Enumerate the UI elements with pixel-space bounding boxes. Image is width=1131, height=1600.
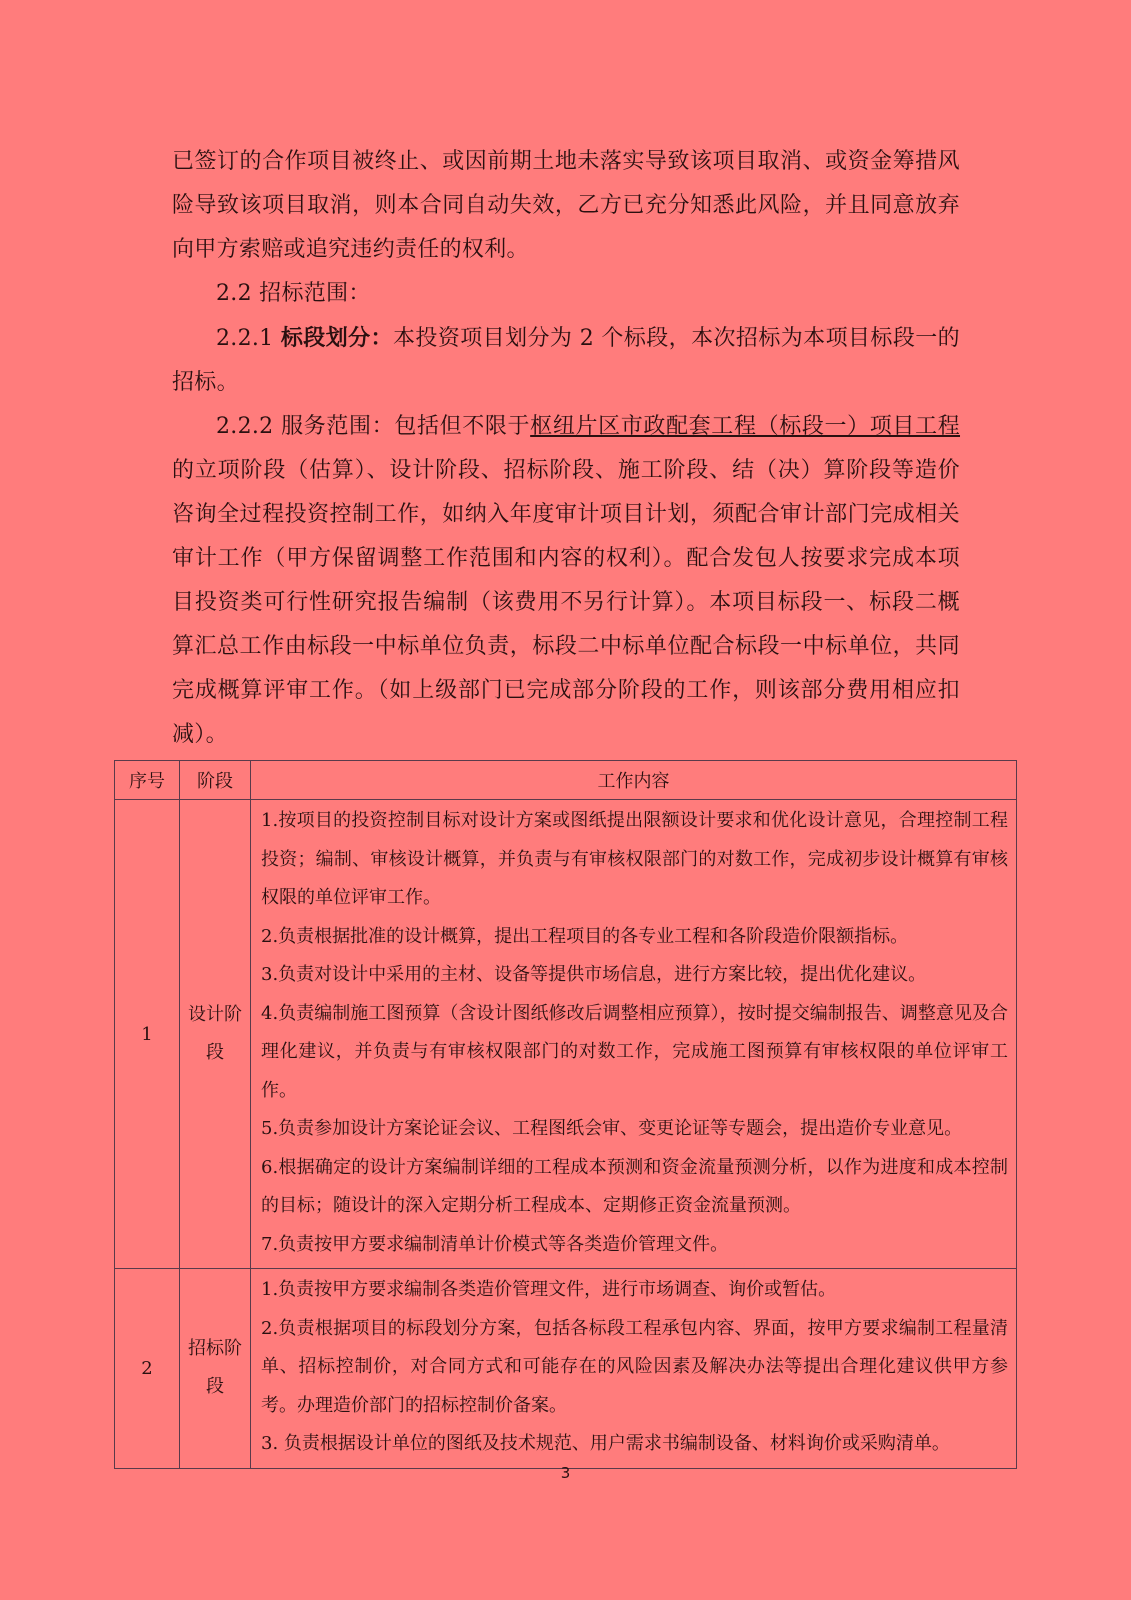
paragraph-continuation: 已签订的合作项目被终止、或因前期土地未落实导致该项目取消、或资金筹措风险导致该项目取消，则本合同自动失效，乙方已充分知悉此风险，并且同意放弃向甲方索赔或追究违约责任的权利。	[172, 149, 960, 262]
list-item: 5.负责参加设计方案论证会议、工程图纸会审、变更论证等专题会，提出造价专业意见。	[261, 1118, 963, 1139]
section-2-2-1-paragraph	[172, 316, 960, 405]
bold-term: 标段划分：	[280, 325, 393, 351]
list-item: 6.根据确定的设计方案编制详细的工程成本预测和资金流量预测分析，以作为进度和成本控制的目标；随设计的深入定期分析工程成本、定期修正资金流量预测。	[261, 1156, 1008, 1216]
header-content: 工作内容	[251, 761, 1017, 800]
row-num: 1	[115, 800, 180, 1269]
row-content	[251, 1269, 1017, 1469]
section-text: 的立项阶段（估算）、设计阶段、招标阶段、施工阶段、结（决）算阶段等造价咨询全过程投资控制工作，如纳入年度审计项目计划，须配合审计部门完成相关审计工作（甲方保留调整工作范围和内容的权利）。配合发包人按要求完成本项目投资类可行性研究报告编制（该费用不另行计算）。本项目标段一、标段二概算汇总工作由标段一中标单位负责，标段二中标单位配合标段一中标单位，共同完成概算评审工作。（如上级部门已完成部分阶段的工作，则该部分费用相应扣减）。	[172, 458, 960, 747]
table-header-row	[115, 761, 1017, 800]
section-2-2-heading: 2.2 招标范围：	[216, 281, 371, 306]
list-item: 4.负责编制施工图预算（含设计图纸修改后调整相应预算），按时提交编制报告、调整意见及合理化建议，并负责与有审核权限部门的对数工作，完成施工图预算有审核权限的单位评审工作。	[261, 1002, 1008, 1101]
list-item: 2.负责根据项目的标段划分方案，包括各标段工程承包内容、界面，按甲方要求编制工程量清单、招标控制价，对合同方式和可能存在的风险因素及解决办法等提出合理化建议供甲方参考。办理造价部门的招标控制价备案。	[261, 1317, 1008, 1416]
list-item: 3.负责对设计中采用的主材、设备等提供市场信息，进行方案比较，提出优化建议。	[261, 964, 927, 985]
page-number: 3	[560, 1464, 571, 1482]
row-stage: 招标阶段	[180, 1269, 251, 1469]
header-stage: 阶段	[180, 761, 251, 800]
underlined-project-name: 枢纽片区市政配套工程（标段一）项目工程	[530, 414, 961, 439]
section-text: 本投资项目划分为 2 个标段，本次招标为本项目标段一的招标。	[172, 326, 960, 395]
row-num: 2	[115, 1269, 180, 1469]
contract-body-text	[172, 140, 960, 757]
header-num: 序号	[115, 761, 180, 800]
list-item: 1.按项目的投资控制目标对设计方案或图纸提出限额设计要求和优化设计意见，合理控制工程投资；编制、审核设计概算，并负责与有审核权限部门的对数工作，完成初步设计概算有审核权限的单位评审工作。	[261, 810, 1008, 908]
section-2-2-2-paragraph	[172, 405, 960, 757]
list-item: 1.负责按甲方要求编制各类造价管理文件，进行市场调查、询价或暂估。	[261, 1279, 837, 1300]
list-item: 7.负责按甲方要求编制清单计价模式等各类造价管理文件。	[261, 1233, 729, 1255]
table-row	[115, 1269, 1017, 1469]
table-row	[115, 800, 1017, 1269]
section-number: 2.2.1	[216, 326, 281, 351]
list-item: 3. 负责根据设计单位的图纸及技术规范、用户需求书编制设备、材料询价或采购清单。	[261, 1433, 950, 1454]
work-content-table	[114, 760, 1017, 1469]
section-prefix: 2.2.2 服务范围：包括但不限于	[216, 414, 531, 439]
row-stage: 设计阶段	[180, 800, 251, 1269]
list-item: 2.负责根据批准的设计概算，提出工程项目的各专业工程和各阶段造价限额指标。	[261, 925, 909, 947]
row-content	[251, 800, 1017, 1269]
